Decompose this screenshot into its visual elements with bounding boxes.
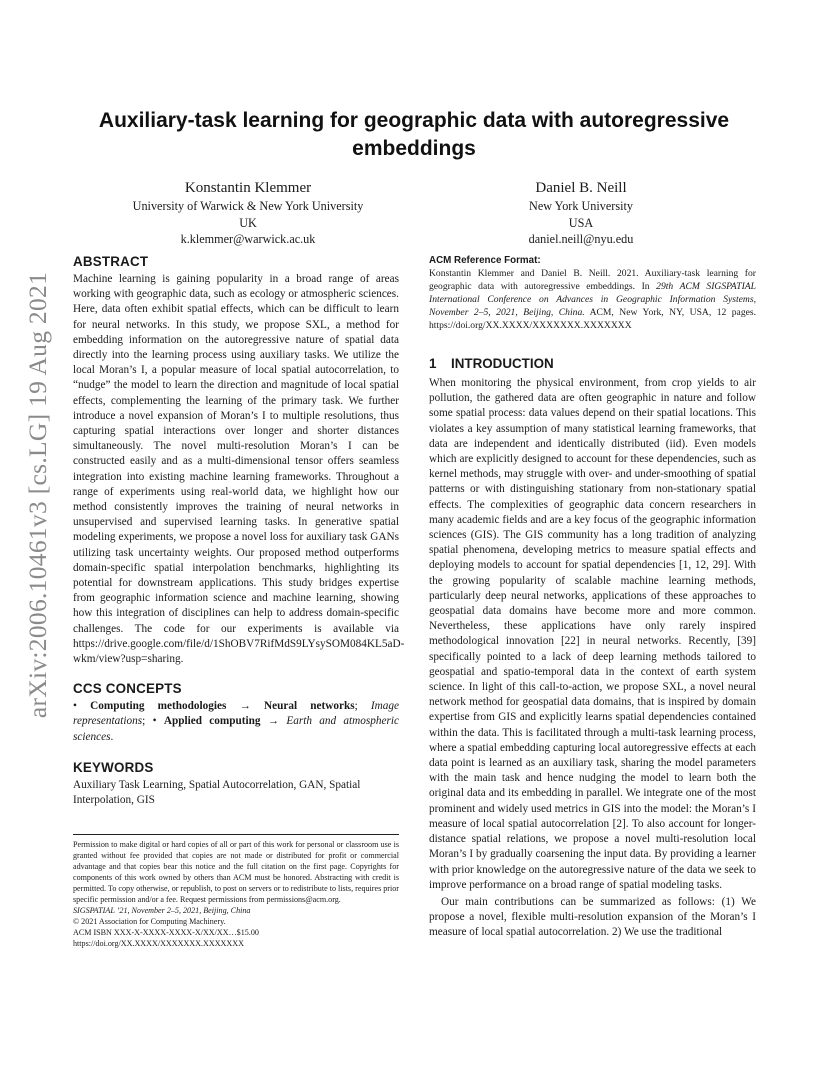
- conference-venue: SIGSPATIAL ’21, November 2–5, 2021, Beijing, China: [73, 906, 251, 915]
- copyright-line: © 2021 Association for Computing Machinery.: [73, 917, 226, 926]
- section-heading-introduction: [429, 356, 756, 376]
- isbn-line: ACM ISBN XXX-X-XXXX-XXXX-X/XX/XX…$15.00: [73, 928, 259, 937]
- intro-paragraph-1: When monitoring the physical environment, from crop yields to air pollution, the gathered data are often geographic in nature and follow some spatial process: data values depend on their spatial locations. This violates a key assumption of many statistical learning frameworks, that data are independent and identically distributed (iid). Even models which are explicitly designed to account for these dependencies, such as kernel methods, may struggle with over- and under-smoothing of spatial patterns or with distinguishing stationary from non-stationary spatial effects. The complexities of geographic data concern researchers in many academic fields and are a key focus of the geographic information sciences (GIS). The GIS community has a long tradition of analyzing spatial phenomena, developing metrics to measure spatial effects and deploying models to account for spatial dependencies [1, 12, 29]. With the growing popularity of scalable machine learning methods, particularly deep neural networks, applications of these approaches to geospatial data domains have become more and more common. Nevertheless, these applications have only rarely inspired methodological innovation [22] in neural networks. Recently, [39] specifically pointed to a lack of deep learning methods tailored to geospatial and spatio-temporal data in the context of earth system science. In light of this call-to-action, we propose SXL, a novel neural network method for geospatial data domains, that is inspired by domain expertise from GIS and explicitly learns spatial dependencies contained within the data. This is facilitated through a multi-task learning process, where a spatial embedding capturing local autoregressive effects at each data point is learned as an auxiliary task, sharing the model parameters with the main task and hence nudging the model to learn both the original data and its embedding in parallel. We integrate one of the most prominent and widely used metrics in GIS into the model: the Moran’s I measure of local spatial autocorrelation [2]. To also account for longer-distance spatial relations, we propose a novel multi-resolution local Moran’s I by gradually coarsening the input data. By providing a learner with prior knowledge on the autoregressive nature of the data we seek to improve performance on a broad range of spatial modeling tasks.: [429, 377, 756, 891]
- ccs-text: • Computing methodologies → Neural networks; Image representations; • Applied computing → Earth and atmospheric sciences.: [73, 700, 400, 743]
- abstract-text: Machine learning is gaining popularity in a broad range of areas working with geographic data, such as ecology or atmospheric sciences. Here, data often exhibit spatial effects, which can be difficult to learn for neural networks. In this study, we propose SXL, a method for embedding information on the autoregressive nature of spatial data directly into the learning process using auxiliary tasks. We utilize the local Moran’s I, a popular measure of local spatial autocorrelation, to “nudge” the model to learn the direction and magnitude of local spatial effects, complementing the learning of the primary task. We further introduce a novel expansion of Moran’s I to multiple resolutions, thus capturing spatial interactions over longer and shorter distances simultaneously. The novel multi-resolution Moran’s I can be constructed easily and as a multi-dimensional tensor offers seamless integration into existing machine learning frameworks. Throughout a range of experiments using real-world data, we highlight how our method consistently improves the training of neural networks in unsupervised and supervised learning tasks. In generative spatial modeling experiments, we propose a novel loss for auxiliary task GANs utilizing task uncertainty weights. Our proposed method outperforms domain-specific spatial interpolation benchmarks, highlighting its potential for downstream applications. This study bridges expertise from geographic information science and machine learning, showing how this integration of disciplines can help to address domain-specific challenges. The code for our experiments is available via https://drive.google.com/file/d/1ShOBV7RifMdS9LYsySOM084KL5aD-wkm/view?usp=sharing.: [73, 273, 405, 666]
- author-affiliation: New York University: [529, 199, 633, 213]
- keywords-heading: KEYWORDS: [73, 759, 154, 775]
- arxiv-stamp-text: arXiv:2006.10461v3 [cs.LG] 19 Aug 2021: [23, 271, 52, 719]
- author-name: Daniel B. Neill: [535, 180, 627, 196]
- abstract-heading: ABSTRACT: [73, 254, 149, 269]
- keywords-text: Auxiliary Task Learning, Spatial Autocorrelation, GAN, Spatial Interpolation, GIS: [73, 778, 361, 807]
- acm-reference: [429, 254, 756, 332]
- paper-title: Auxiliary-task learning for geographic data with autoregressive embeddings: [98, 109, 730, 160]
- section-title: INTRODUCTION: [451, 356, 554, 371]
- left-column: [73, 254, 405, 808]
- acm-reference-heading: ACM Reference Format:: [429, 255, 541, 266]
- author-country: USA: [568, 215, 594, 230]
- ccs-heading: CCS CONCEPTS: [73, 681, 182, 697]
- author-block-2: [460, 178, 702, 248]
- acm-reference-text: Konstantin Klemmer and Daniel B. Neill. 2021. Auxiliary-task learning for geographic data with autoregressive embeddings. In 29th ACM SIGSPATIAL International Conference on Advances in Geographic Information Systems, November 2–5, 2021, Beijing, China. ACM, New York, NY, USA, 12 pages. https://doi.org/XX.XXXX/XXXXXXX.XXXXXXX: [429, 268, 757, 331]
- author-affiliation: University of Warwick & New York University: [132, 199, 364, 213]
- right-column: [429, 254, 756, 941]
- arxiv-stamp: [18, 271, 58, 719]
- intro-paragraph-2: Our main contributions can be summarized as follows: (1) We propose a novel, flexible multi-resolution expansion of the Moran’s I measure of local spatial autocorrelation. 2) We use the traditional: [429, 895, 756, 939]
- author-email: k.klemmer@warwick.ac.uk: [180, 232, 316, 246]
- doi-line: https://doi.org/XX.XXXX/XXXXXXX.XXXXXXX: [73, 939, 244, 948]
- author-country: UK: [239, 215, 257, 230]
- permission-footnote: [73, 834, 399, 949]
- author-block-1: [100, 178, 396, 248]
- permission-text: Permission to make digital or hard copies of all or part of this work for personal or classroom use is granted without fee provided that copies are not made or distributed for profit or commercial advantage and that copies bear this notice and the full citation on the first page. Copyrights for components of this work owned by others than ACM must be honored. Abstracting with credit is permitted. To copy otherwise, or republish, to post on servers or to redistribute to lists, requires prior specific permission and/or a fee. Request permissions from permissions@acm.org.: [73, 840, 399, 904]
- author-email: daniel.neill@nyu.edu: [528, 232, 634, 246]
- author-name: Konstantin Klemmer: [184, 180, 312, 196]
- section-number: 1: [429, 356, 437, 371]
- introduction-body: [429, 376, 756, 941]
